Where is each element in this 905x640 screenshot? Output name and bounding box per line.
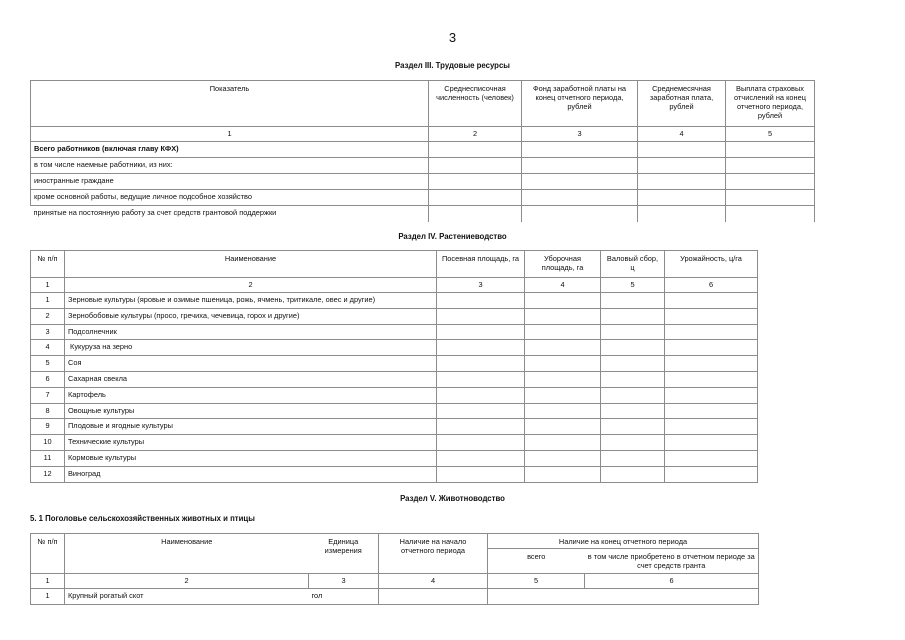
data-cell[interactable] <box>525 435 601 451</box>
row-number: 9 <box>31 419 65 435</box>
col-number: 3 <box>522 127 638 142</box>
table-row <box>31 371 758 387</box>
data-cell[interactable] <box>726 174 815 190</box>
data-cell[interactable] <box>601 435 665 451</box>
data-cell[interactable] <box>665 293 758 309</box>
data-cell[interactable] <box>665 356 758 372</box>
data-cell[interactable] <box>522 190 638 206</box>
section5-title: Раздел V. Животноводство <box>400 494 505 503</box>
data-cell[interactable] <box>429 158 522 174</box>
header-gross-yield: Валовый сбор, ц <box>601 251 665 278</box>
row-name: Виноград <box>65 466 437 482</box>
data-cell[interactable] <box>429 174 522 190</box>
table-row <box>31 356 758 372</box>
data-cell[interactable] <box>638 206 726 222</box>
header-avg-headcount: Среднесписочная численность (человек) <box>429 81 522 127</box>
data-cell[interactable] <box>601 293 665 309</box>
header-avg-monthly-salary: Среднемесячная заработная плата, рублей <box>638 81 726 127</box>
row-name: Технические культуры <box>65 435 437 451</box>
table-row <box>31 293 758 309</box>
row-number: 4 <box>31 340 65 356</box>
data-cell[interactable] <box>437 324 525 340</box>
data-cell[interactable] <box>437 340 525 356</box>
table-row <box>31 158 815 174</box>
row-name: Овощные культуры <box>65 403 437 419</box>
page-number: 3 <box>448 30 457 45</box>
col-number: 4 <box>379 574 488 589</box>
labor-resources-table <box>30 80 815 222</box>
data-cell[interactable] <box>525 387 601 403</box>
col-number: 6 <box>665 278 758 293</box>
data-cell[interactable] <box>525 419 601 435</box>
table-row <box>31 206 815 222</box>
data-cell[interactable] <box>665 450 758 466</box>
col-number: 5 <box>488 574 585 589</box>
data-cell[interactable] <box>665 324 758 340</box>
row-label: Всего работников (включая главу КФХ) <box>31 142 429 158</box>
row-number: 6 <box>31 371 65 387</box>
row-name: Зернобобовые культуры (просо, гречиха, чечевица, горох и другие) <box>65 308 437 324</box>
data-cell[interactable] <box>665 371 758 387</box>
table-row <box>31 308 758 324</box>
col-number: 4 <box>638 127 726 142</box>
data-cell[interactable] <box>437 356 525 372</box>
data-cell[interactable] <box>379 589 488 605</box>
row-name: Картофель <box>65 387 437 403</box>
data-cell[interactable] <box>601 450 665 466</box>
header-end-total: всего <box>488 549 585 574</box>
row-label: кроме основной работы, ведущие личное подсобное хозяйство <box>31 190 429 206</box>
header-indicator: Показатель <box>31 81 429 127</box>
data-cell[interactable] <box>522 174 638 190</box>
col-number: 2 <box>65 278 437 293</box>
data-cell[interactable] <box>429 206 522 222</box>
header-harvested-area: Уборочная площадь, га <box>525 251 601 278</box>
col-number: 2 <box>429 127 522 142</box>
data-cell[interactable] <box>488 589 585 605</box>
data-cell[interactable] <box>726 142 815 158</box>
row-label: в том числе наемные работники, из них: <box>31 158 429 174</box>
data-cell[interactable] <box>726 158 815 174</box>
row-number: 1 <box>31 589 65 605</box>
data-cell[interactable] <box>525 356 601 372</box>
data-cell[interactable] <box>525 340 601 356</box>
data-cell[interactable] <box>437 403 525 419</box>
header-payroll-fund: Фонд заработной платы на конец отчетного периода, рублей <box>522 81 638 127</box>
table-row <box>31 450 758 466</box>
table-row <box>31 142 815 158</box>
data-cell[interactable] <box>522 158 638 174</box>
header-end-grant: в том числе приобретено в отчетном периоде за счет средств гранта <box>585 549 759 574</box>
section5-subtitle: 5. 1 Поголовье сельскохозяйственных животных и птицы <box>30 514 255 523</box>
table-row <box>31 403 758 419</box>
data-cell[interactable] <box>429 190 522 206</box>
row-name: Зерновые культуры (яровые и озимые пшеница, рожь, ячмень, тритикале, овес и другие) <box>65 293 437 309</box>
row-number: 3 <box>31 324 65 340</box>
data-cell[interactable] <box>437 387 525 403</box>
data-cell[interactable] <box>437 293 525 309</box>
data-cell[interactable] <box>601 340 665 356</box>
row-number: 5 <box>31 356 65 372</box>
data-cell[interactable] <box>638 190 726 206</box>
header-productivity: Урожайность, ц/га <box>665 251 758 278</box>
col-number: 1 <box>31 127 429 142</box>
data-cell[interactable] <box>665 340 758 356</box>
data-cell[interactable] <box>665 387 758 403</box>
header-number: № п/п <box>31 251 65 278</box>
data-cell[interactable] <box>665 308 758 324</box>
data-cell[interactable] <box>429 142 522 158</box>
data-cell[interactable] <box>437 450 525 466</box>
data-cell[interactable] <box>601 387 665 403</box>
data-cell[interactable] <box>525 450 601 466</box>
row-number: 7 <box>31 387 65 403</box>
data-cell[interactable] <box>437 419 525 435</box>
row-number: 1 <box>31 293 65 309</box>
data-cell[interactable] <box>522 206 638 222</box>
table-row <box>31 340 758 356</box>
data-cell[interactable] <box>601 419 665 435</box>
data-cell[interactable] <box>665 466 758 482</box>
col-number: 3 <box>309 574 379 589</box>
data-cell[interactable] <box>525 403 601 419</box>
table-row <box>31 435 758 451</box>
header-name: Наименование <box>65 251 437 278</box>
col-number: 5 <box>726 127 815 142</box>
col-number: 2 <box>65 574 309 589</box>
data-cell[interactable] <box>638 158 726 174</box>
table-row <box>31 387 758 403</box>
row-name: Соя <box>65 356 437 372</box>
row-number: 11 <box>31 450 65 466</box>
row-label: принятые на постоянную работу за счет средств грантовой поддержки <box>31 206 429 222</box>
row-name: Кукуруза на зерно <box>65 340 437 356</box>
section3-title: Раздел III. Трудовые ресурсы <box>395 61 510 70</box>
row-number: 10 <box>31 435 65 451</box>
crop-production-table <box>30 250 758 483</box>
data-cell[interactable] <box>437 435 525 451</box>
data-cell[interactable] <box>601 403 665 419</box>
data-cell[interactable] <box>665 419 758 435</box>
data-cell[interactable] <box>525 324 601 340</box>
data-cell[interactable] <box>601 356 665 372</box>
data-cell[interactable] <box>638 174 726 190</box>
livestock-table <box>30 533 759 605</box>
row-name: Сахарная свекла <box>65 371 437 387</box>
row-unit: гол <box>309 589 379 605</box>
header-start-period: Наличие на начало отчетного периода <box>379 534 488 574</box>
col-number: 5 <box>601 278 665 293</box>
data-cell[interactable] <box>585 589 759 605</box>
data-cell[interactable] <box>525 371 601 387</box>
table-row <box>31 174 815 190</box>
data-cell[interactable] <box>525 308 601 324</box>
data-cell[interactable] <box>601 308 665 324</box>
row-name: Подсолнечник <box>65 324 437 340</box>
col-number: 3 <box>437 278 525 293</box>
data-cell[interactable] <box>601 371 665 387</box>
table-row <box>31 589 759 605</box>
section4-title: Раздел IV. Растениеводство <box>398 232 507 241</box>
data-cell[interactable] <box>601 324 665 340</box>
col-number: 1 <box>31 574 65 589</box>
header-insurance-payments: Выплата страховых отчислений на конец отчетного периода, рублей <box>726 81 815 127</box>
data-cell[interactable] <box>665 435 758 451</box>
header-sown-area: Посевная площадь, га <box>437 251 525 278</box>
data-cell[interactable] <box>437 371 525 387</box>
row-number: 2 <box>31 308 65 324</box>
data-cell[interactable] <box>522 142 638 158</box>
col-number: 6 <box>585 574 759 589</box>
table-row <box>31 190 815 206</box>
data-cell[interactable] <box>525 293 601 309</box>
data-cell[interactable] <box>726 190 815 206</box>
data-cell[interactable] <box>525 466 601 482</box>
header-end-period: Наличие на конец отчетного периода <box>488 534 759 549</box>
row-name: Крупный рогатый скот <box>65 589 309 605</box>
row-label: иностранные граждане <box>31 174 429 190</box>
row-name: Плодовые и ягодные культуры <box>65 419 437 435</box>
data-cell[interactable] <box>437 466 525 482</box>
data-cell[interactable] <box>726 206 815 222</box>
table-row <box>31 324 758 340</box>
data-cell[interactable] <box>638 142 726 158</box>
table-row <box>31 466 758 482</box>
data-cell[interactable] <box>601 466 665 482</box>
header-number: № п/п <box>31 534 65 574</box>
col-number: 4 <box>525 278 601 293</box>
row-name: Кормовые культуры <box>65 450 437 466</box>
header-name: Наименование <box>65 534 309 574</box>
row-number: 8 <box>31 403 65 419</box>
row-number: 12 <box>31 466 65 482</box>
table-row <box>31 419 758 435</box>
col-number: 1 <box>31 278 65 293</box>
data-cell[interactable] <box>665 403 758 419</box>
data-cell[interactable] <box>437 308 525 324</box>
header-unit: Единица измерения <box>309 534 379 574</box>
